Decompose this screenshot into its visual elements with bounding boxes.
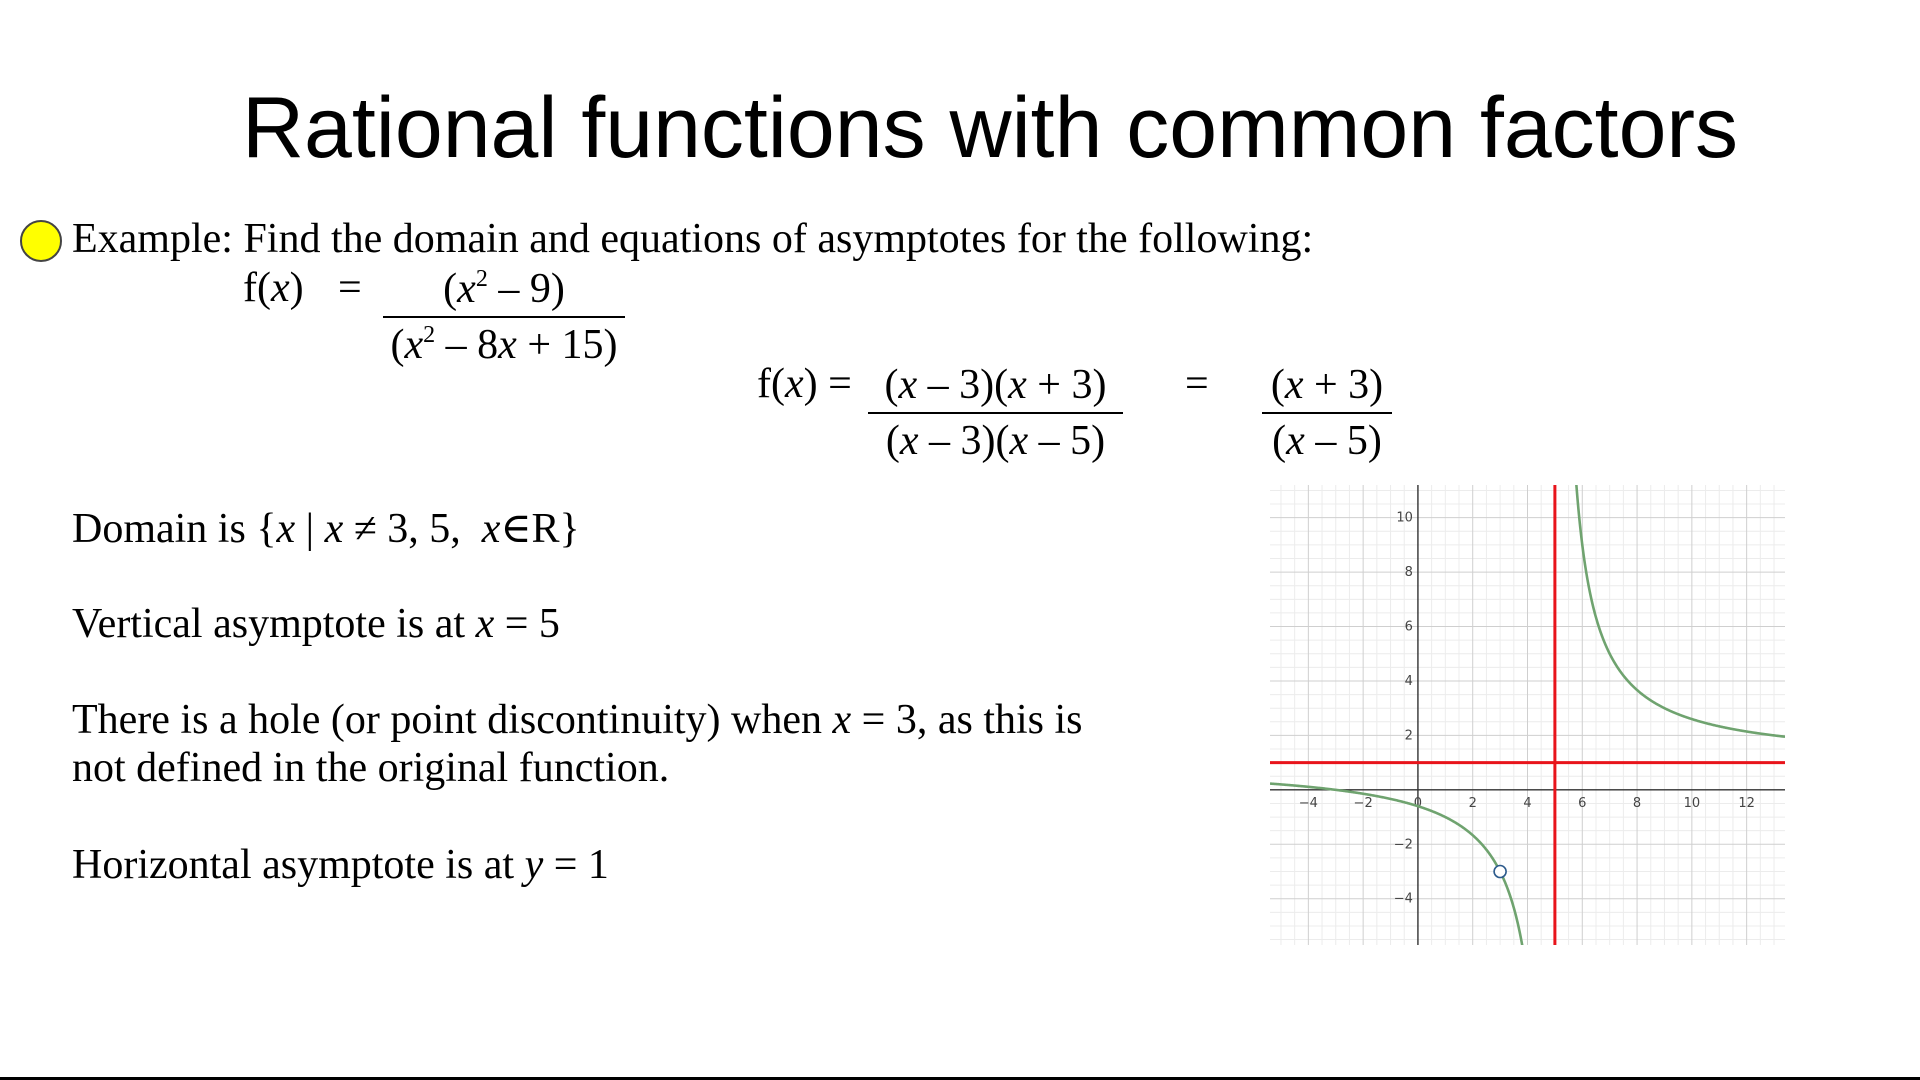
eq2-numerator-1: (x – 3)(x + 3) — [868, 364, 1123, 414]
eq2-numerator-2: (x + 3) — [1262, 364, 1392, 414]
eq2-denominator-2: (x – 5) — [1272, 418, 1382, 464]
slide-title: Rational functions with common factors — [241, 80, 1739, 176]
domain-text: Domain is {x | x ≠ 3, 5, x∈R} — [72, 506, 580, 552]
x-tick-label: 12 — [1738, 795, 1755, 811]
eq1-lhs: f(x) — [243, 265, 304, 311]
x-tick-label: 0 — [1413, 795, 1423, 811]
x-tick-label: −2 — [1353, 795, 1373, 811]
x-tick-label: 10 — [1683, 795, 1701, 811]
eq2-fraction-2 — [1262, 364, 1392, 462]
y-tick-label: 6 — [1404, 619, 1413, 635]
example-text: Example: Find the domain and equations of asymptotes for the following: — [72, 216, 1314, 262]
x-tick-label: −4 — [1298, 795, 1318, 811]
eq2-equals: = — [1185, 361, 1209, 407]
eq2-lhs: f(x) = — [757, 361, 852, 407]
x-tick-label: 8 — [1632, 795, 1642, 811]
eq1-numerator: $(x^2 - 9)$ — [383, 268, 625, 318]
x-tick-label: 2 — [1468, 795, 1477, 811]
y-tick-label: −2 — [1393, 837, 1413, 853]
x-tick-label: 6 — [1578, 795, 1587, 811]
y-tick-label: −4 — [1393, 891, 1413, 907]
x-tick-label: 4 — [1523, 795, 1532, 811]
graph-tick-labels — [1299, 511, 1755, 907]
eq2-fraction-1 — [868, 364, 1123, 462]
vertical-asymptote-text: Vertical asymptote is at x = 5 — [72, 601, 560, 647]
hole-point — [1494, 866, 1506, 878]
horizontal-asymptote-text: Horizontal asymptote is at y = 1 — [72, 842, 609, 888]
curve-right-branch — [1576, 485, 1785, 737]
y-tick-label: 4 — [1404, 673, 1413, 689]
y-tick-label: 2 — [1404, 728, 1413, 744]
eq1-equals: = — [338, 265, 362, 311]
y-tick-label: 8 — [1404, 565, 1413, 581]
hole-text-line2: not defined in the original function. — [72, 745, 670, 791]
y-tick-label: 10 — [1396, 510, 1413, 526]
eq1-fraction — [383, 268, 625, 366]
function-graph — [1270, 485, 1785, 945]
graph-grid-major — [1270, 485, 1785, 945]
bullet-dot-icon — [20, 220, 62, 262]
eq1-denominator: $(x^2 - 8x + 15)$ — [390, 322, 618, 368]
eq2-denominator-1: (x – 3)(x – 5) — [885, 418, 1106, 464]
hole-text-line1: There is a hole (or point discontinuity) when x = 3, as this is — [72, 697, 1083, 743]
